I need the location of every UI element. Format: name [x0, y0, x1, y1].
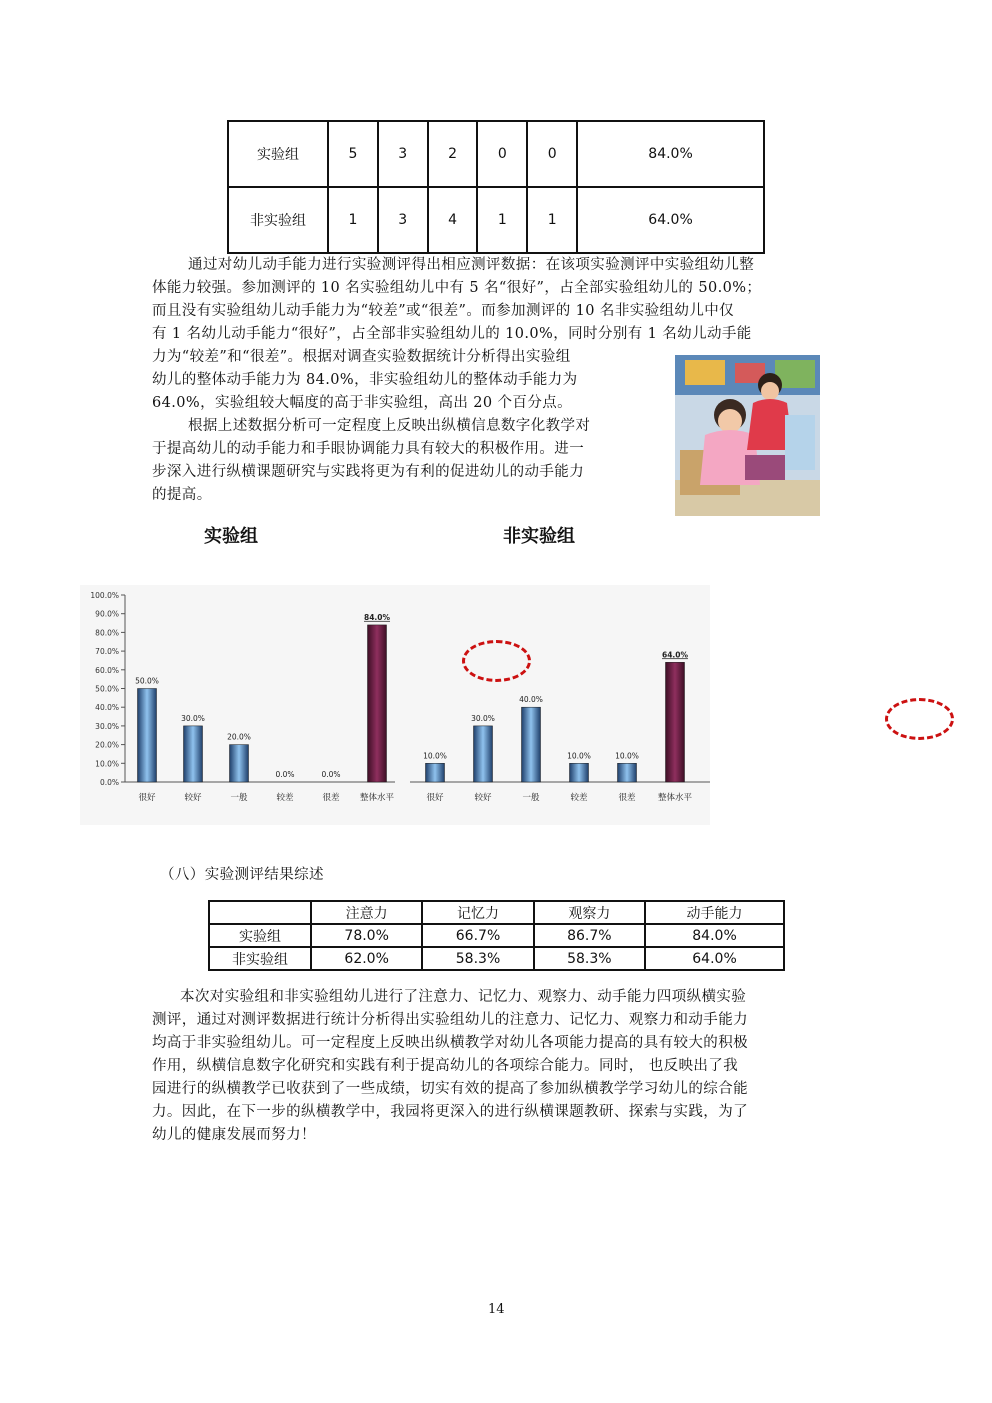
- paragraph-wrapped-text: [152, 346, 662, 507]
- x-category-label: 一般: [522, 793, 540, 803]
- bar-value-label: 50.0%: [135, 676, 159, 686]
- table-cell: 实验组: [228, 121, 328, 187]
- bar-value-label: 0.0%: [275, 770, 295, 779]
- y-tick-label: 10.0%: [95, 759, 119, 769]
- y-tick-label: 50.0%: [95, 684, 119, 694]
- x-category-label: 较差: [276, 793, 294, 803]
- bar-value-label: 0.0%: [321, 770, 341, 779]
- text-line: 64.0%，实验组较大幅度的高于非实验组，高出 20 个百分点。: [152, 395, 573, 411]
- y-tick-label: 70.0%: [95, 647, 119, 657]
- text-line: 均高于非实验组幼儿。可一定程度上反映出纵横教学对幼儿各项能力提高的具有较大的积极: [152, 1035, 748, 1051]
- bar: [230, 745, 249, 782]
- table-cell: 3: [378, 121, 428, 187]
- table-cell: 62.0%: [311, 947, 422, 970]
- bar-value-label: 84.0%: [363, 612, 391, 622]
- dashed-ellipse-mark: [462, 640, 531, 682]
- table-cell: 1: [527, 187, 577, 253]
- table-row: [228, 121, 764, 187]
- bar-value-label: 30.0%: [471, 713, 495, 723]
- y-tick-label: 80.0%: [95, 628, 119, 638]
- page-number: 14: [488, 1302, 505, 1317]
- table-cell: 84.0%: [577, 121, 764, 187]
- bar: [474, 726, 493, 782]
- table-cell: 66.7%: [422, 924, 533, 947]
- text-line: 体能力较强。参加测评的 10 名实验组幼儿中有 5 名“很好”，占全部实验组幼儿的 50.0%；: [152, 280, 762, 296]
- text-line: 有 1 名幼儿动手能力“很好”，占全部非实验组幼儿的 10.0%，同时分别有 1 名幼儿动手能: [152, 326, 752, 342]
- text-line: 幼儿的健康发展而努力！: [152, 1127, 316, 1143]
- bar: [570, 763, 589, 782]
- table-cell: 非实验组: [228, 187, 328, 253]
- y-tick-label: 20.0%: [95, 740, 119, 750]
- x-category-label: 很好: [138, 793, 156, 803]
- paragraph-dexterity-results: [152, 254, 840, 346]
- bar-value-label: 40.0%: [519, 695, 543, 705]
- paragraph-summary: [152, 986, 840, 1147]
- text-line: 测评，通过对测评数据进行统计分析得出实验组幼儿的注意力、记忆力、观察力和动手能力: [152, 1012, 748, 1028]
- table-header-cell: 注意力: [311, 901, 422, 924]
- x-category-label: 很差: [322, 793, 340, 803]
- table-cell: 64.0%: [577, 187, 764, 253]
- x-category-label: 较好: [474, 793, 492, 803]
- table-cell: 3: [378, 187, 428, 253]
- table-row: [209, 924, 784, 947]
- table-header-cell: [209, 901, 311, 924]
- table-header-cell: 记忆力: [422, 901, 533, 924]
- text-line: 园进行的纵横教学已收获到了一些成绩，切实有效的提高了参加纵横教学学习幼儿的综合能: [152, 1081, 748, 1097]
- text-line: 力。因此，在下一步的纵横教学中，我园将更深入的进行纵横课题教研、探索与实践，为了: [152, 1104, 748, 1120]
- text-line: 作用，纵横信息数字化研究和实践有利于提高幼儿的各项综合能力。同时， 也反映出了我: [152, 1058, 739, 1074]
- bar-charts-svg: [80, 585, 710, 825]
- table-cell: 58.3%: [534, 947, 645, 970]
- y-tick-label: 30.0%: [95, 721, 119, 731]
- bar-value-label: 30.0%: [181, 713, 205, 723]
- table-cell: 实验组: [209, 924, 311, 947]
- chart-title-experimental: 实验组: [204, 526, 258, 547]
- bar-value-label: 64.0%: [661, 650, 689, 660]
- chart-title-non-experimental: 非实验组: [503, 526, 575, 547]
- y-tick-label: 0.0%: [99, 778, 119, 787]
- y-tick-label: 100.0%: [90, 591, 119, 600]
- bar: [666, 662, 685, 782]
- table-cell: 0: [477, 121, 527, 187]
- text-line: 力为“较差”和“很差”。根据对调查实验数据统计分析得出实验组: [152, 349, 571, 365]
- table-cell: 非实验组: [209, 947, 311, 970]
- dashed-ellipse-mark: [885, 698, 954, 740]
- y-tick-label: 90.0%: [95, 609, 119, 619]
- table-header-cell: 观察力: [534, 901, 645, 924]
- bar-value-label: 10.0%: [423, 751, 447, 761]
- section-heading: （八）实验测评结果综述: [160, 867, 324, 883]
- table-cell: 0: [527, 121, 577, 187]
- bar: [522, 707, 541, 782]
- table-header-row: [209, 901, 784, 924]
- x-category-label: 很好: [426, 793, 444, 803]
- table-header-cell: 动手能力: [645, 901, 784, 924]
- table-cell: 2: [428, 121, 478, 187]
- x-category-label: 整体水平: [657, 793, 693, 803]
- table-cell: 84.0%: [645, 924, 784, 947]
- x-category-label: 较差: [570, 793, 588, 803]
- table-cell: 1: [477, 187, 527, 253]
- y-tick-label: 40.0%: [95, 703, 119, 713]
- bar: [618, 763, 637, 782]
- bar: [138, 689, 157, 783]
- text-line: 幼儿的整体动手能力为 84.0%，非实验组幼儿的整体动手能力为: [152, 372, 578, 388]
- summary-table: [208, 900, 785, 971]
- bar: [368, 625, 387, 782]
- x-category-label: 整体水平: [359, 793, 395, 803]
- text-line: 根据上述数据分析可一定程度上反映出纵横信息数字化教学对: [188, 418, 591, 434]
- table-row: [228, 187, 764, 253]
- table-cell: 1: [328, 187, 378, 253]
- table-cell: 5: [328, 121, 378, 187]
- bar-value-label: 20.0%: [227, 732, 251, 742]
- text-line: 通过对幼儿动手能力进行实验测评得出相应测评数据：在该项实验测评中实验组幼儿整: [188, 257, 755, 273]
- table-cell: 64.0%: [645, 947, 784, 970]
- table-cell: 4: [428, 187, 478, 253]
- children-activity-photo: [675, 355, 820, 516]
- bar: [426, 763, 445, 782]
- text-line: 于提高幼儿的动手能力和手眼协调能力具有较大的积极作用。进一: [152, 441, 585, 457]
- text-line: 的提高。: [152, 487, 212, 503]
- bar-charts: [80, 585, 710, 825]
- table-cell: 78.0%: [311, 924, 422, 947]
- table-cell: 86.7%: [534, 924, 645, 947]
- bar-value-label: 10.0%: [615, 751, 639, 761]
- table-row: [209, 947, 784, 970]
- bar: [184, 726, 203, 782]
- x-category-label: 较好: [184, 793, 202, 803]
- top-results-table: [227, 120, 765, 254]
- x-category-label: 很差: [618, 793, 636, 803]
- y-tick-label: 60.0%: [95, 665, 119, 675]
- table-cell: 58.3%: [422, 947, 533, 970]
- x-category-label: 一般: [230, 793, 248, 803]
- bar-value-label: 10.0%: [567, 751, 591, 761]
- text-line: 本次对实验组和非实验组幼儿进行了注意力、记忆力、观察力、动手能力四项纵横实验: [180, 989, 747, 1005]
- text-line: 而且没有实验组幼儿动手能力为“较差”或“很差”。而参加测评的 10 名非实验组幼儿中仅: [152, 303, 735, 319]
- text-line: 步深入进行纵横课题研究与实践将更为有利的促进幼儿的动手能力: [152, 464, 585, 480]
